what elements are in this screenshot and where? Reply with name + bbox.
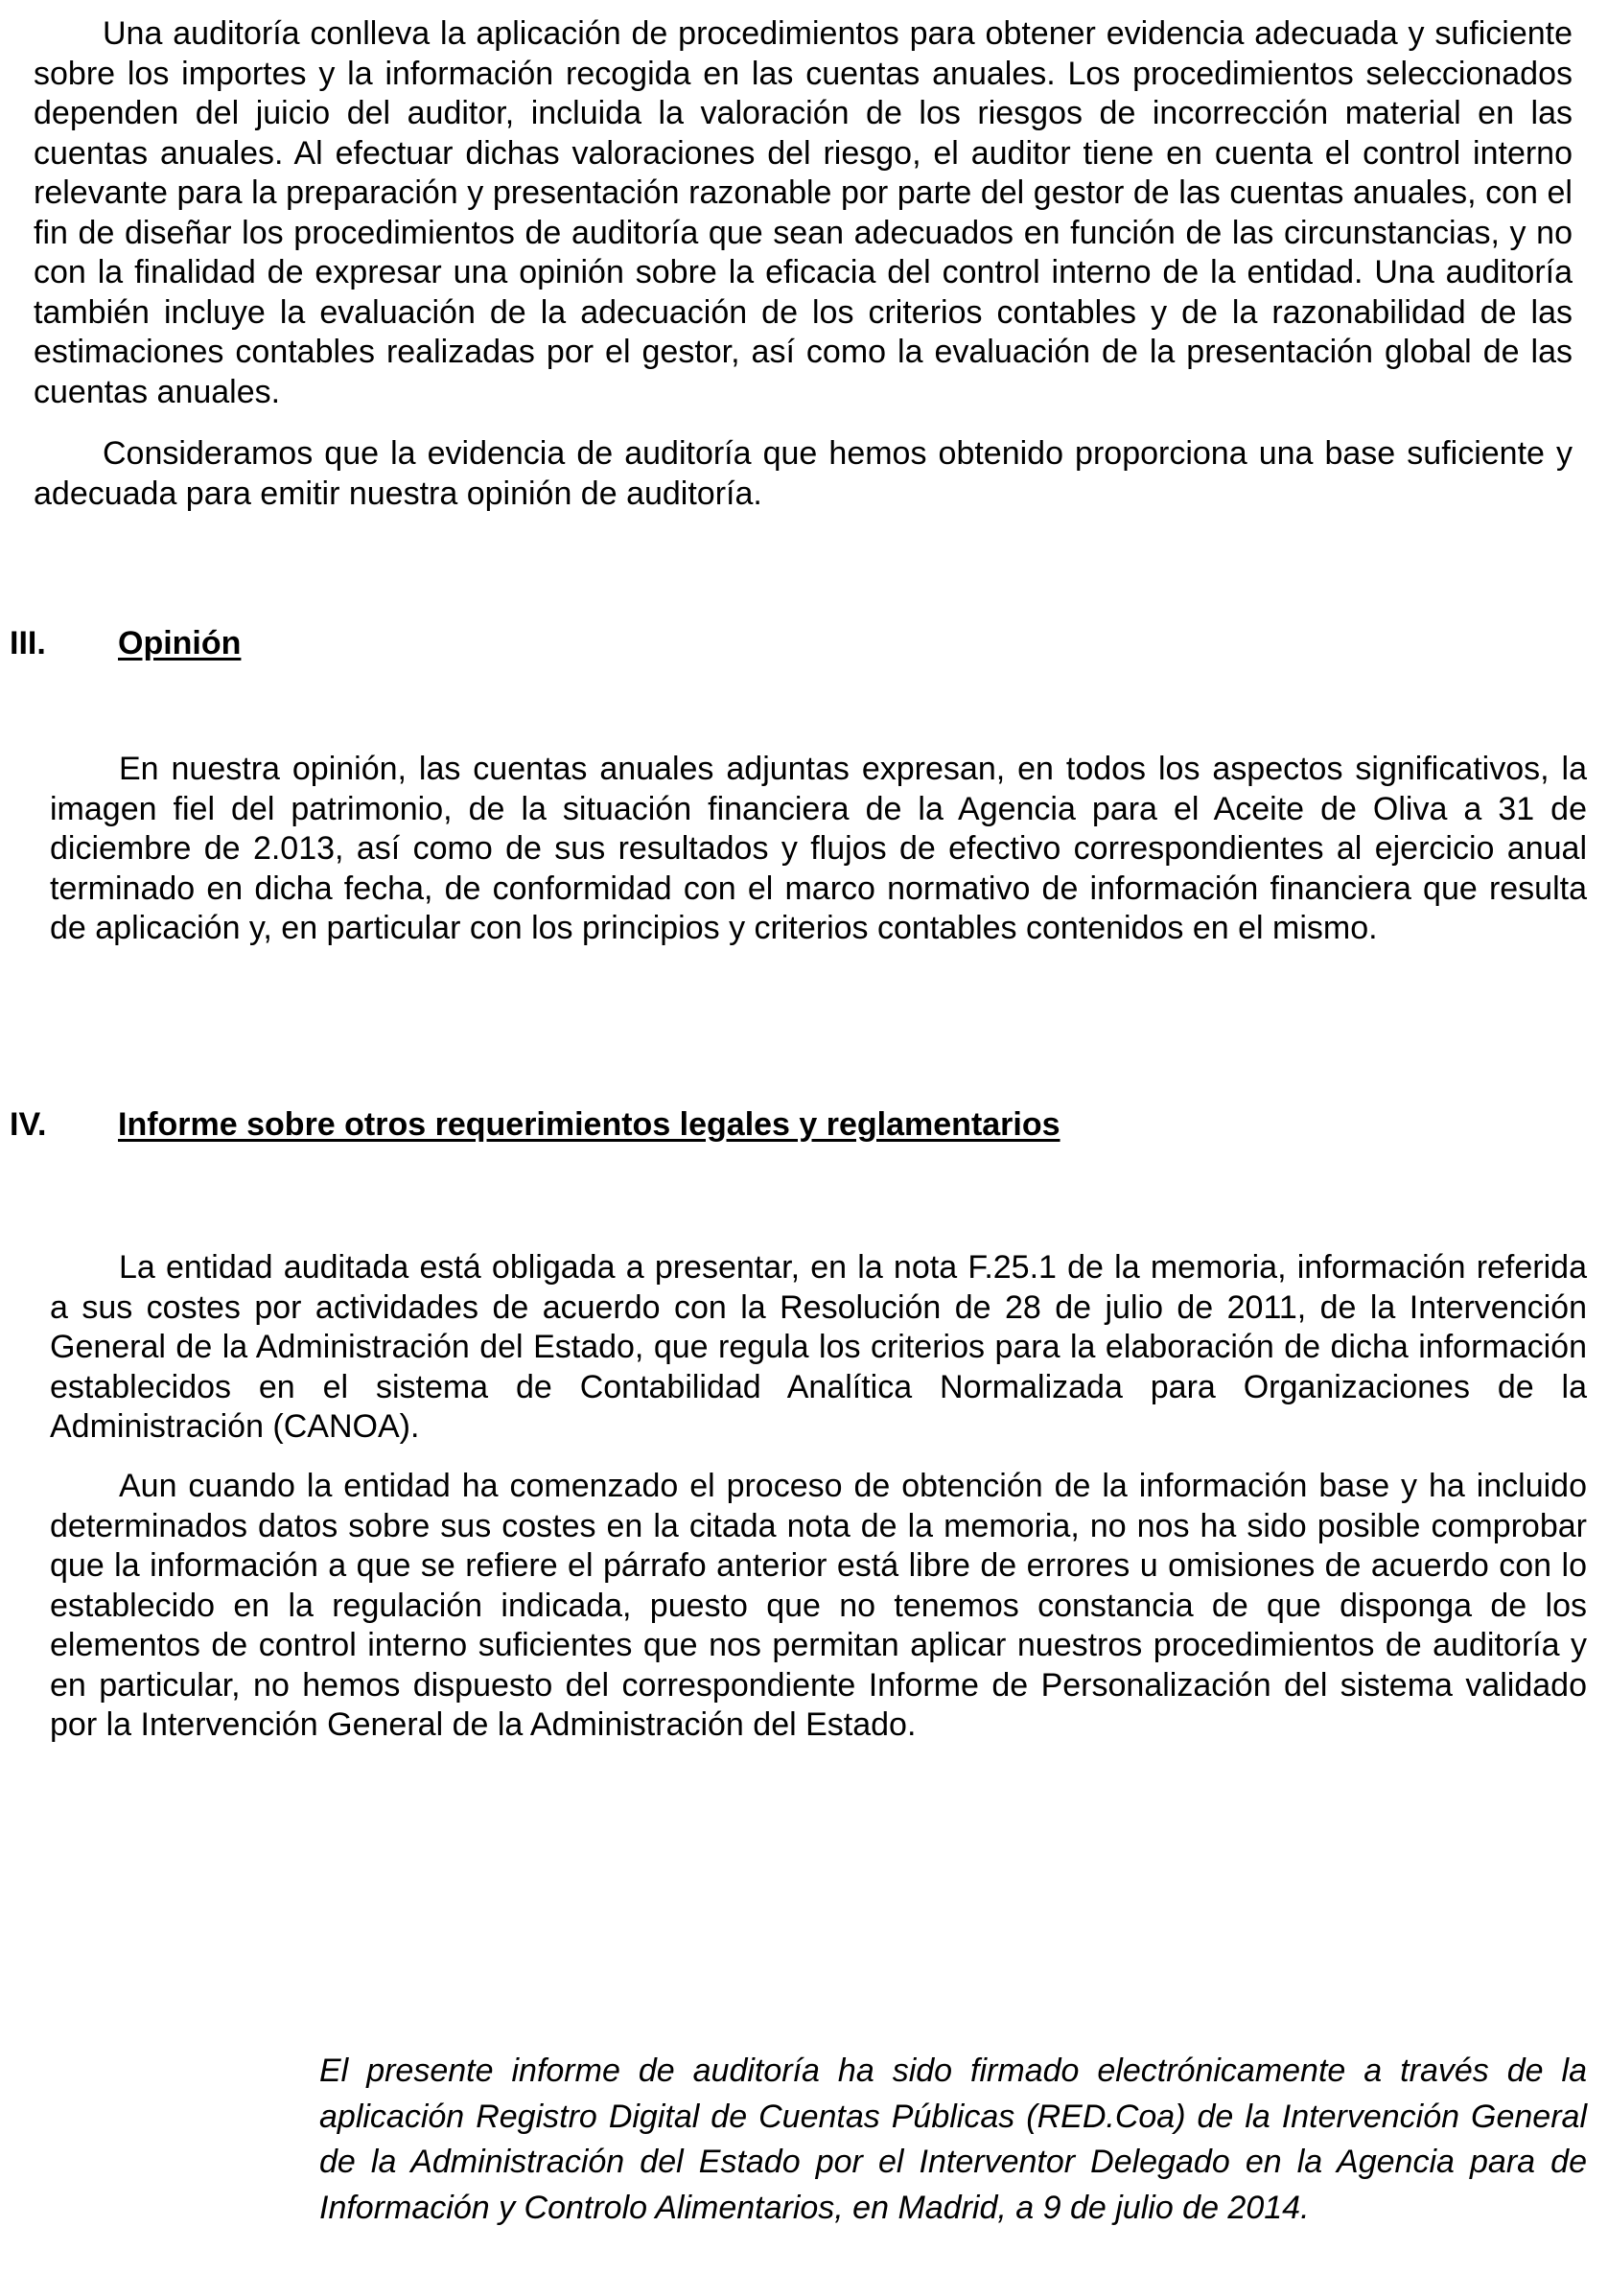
section-title: Informe sobre otros requerimientos legales y reglamentarios — [118, 1106, 1060, 1143]
opinion-paragraph: En nuestra opinión, las cuentas anuales adjuntas expresan, en todos los aspectos significativos, la imagen fiel del patrimonio, de la situación financiera de la Agencia para el Aceite de Oliva a 31 de diciembre de 2.013, así como de sus resultados y flujos de efectivo correspondientes al ejercicio anual terminado en dicha fecha, de conformidad con el marco normativo de información financiera que resulta de aplicación y, en particular con los principios y criterios contables contenidos en el mismo. — [50, 751, 1587, 946]
canoa-obligation-paragraph: La entidad auditada está obligada a presentar, en la nota F.25.1 de la memoria, información referida a sus costes por actividades de acuerdo con la Resolución de 28 de julio de 2011, de la Intervención General de la Administración del Estado, que regula los criterios para la elaboración de dicha información establecidos en el sistema de Contabilidad Analítica Normalizada para Organizaciones de la Administración (CANOA). — [50, 1249, 1587, 1445]
section-title: Opinión — [118, 625, 242, 661]
audit-evidence-paragraph: Consideramos que la evidencia de auditoría que hemos obtenido proporciona una base suficiente y adecuada para emitir nuestra opinión de auditoría. — [34, 435, 1573, 512]
electronic-signature-note: El presente informe de auditoría ha sido firmado electrónicamente a través de la aplicación Registro Digital de Cuentas Públicas (RED.Coa) de la Intervención General de la Administración del Estado por el Interventor Delegado en la Agencia para de Información y Controlo Alimentarios, en Madrid, a 9 de julio de 2014. — [319, 2052, 1587, 2226]
section-number: III. — [10, 625, 46, 661]
section-number: IV. — [10, 1106, 47, 1143]
canoa-limitation-paragraph: Aun cuando la entidad ha comenzado el proceso de obtención de la información base y ha incluido determinados datos sobre sus costes en la citada nota de la memoria, no nos ha sido posible comprobar que la información a que se refiere el párrafo anterior está libre de errores u omisiones de acuerdo con lo establecido en la regulación indicada, puesto que no tenemos constancia de que disponga de los elementos de control interno suficientes que nos permitan aplicar nuestros procedimientos de auditoría y en particular, no hemos dispuesto del correspondiente Informe de Personalización del sistema validado por la Intervención General de la Administración del Estado. — [50, 1468, 1587, 1743]
audit-procedures-paragraph: Una auditoría conlleva la aplicación de procedimientos para obtener evidencia adecuada y suficiente sobre los importes y la información recogida en las cuentas anuales. Los procedimientos seleccionados dependen del juicio del auditor, incluida la valoración de los riesgos de incorrección material en las cuentas anuales. Al efectuar dichas valoraciones del riesgo, el auditor tiene en cuenta el control interno relevante para la preparación y presentación razonable por parte del gestor de las cuentas anuales, con el fin de diseñar los procedimientos de auditoría que sean adecuados en función de las circunstancias, y no con la finalidad de expresar una opinión sobre la eficacia del control interno de la entidad. Una auditoría también incluye la evaluación de la adecuación de los criterios contables y de la razonabilidad de las estimaciones contables realizadas por el gestor, así como la evaluación de la presentación global de las cuentas anuales. — [34, 15, 1573, 410]
